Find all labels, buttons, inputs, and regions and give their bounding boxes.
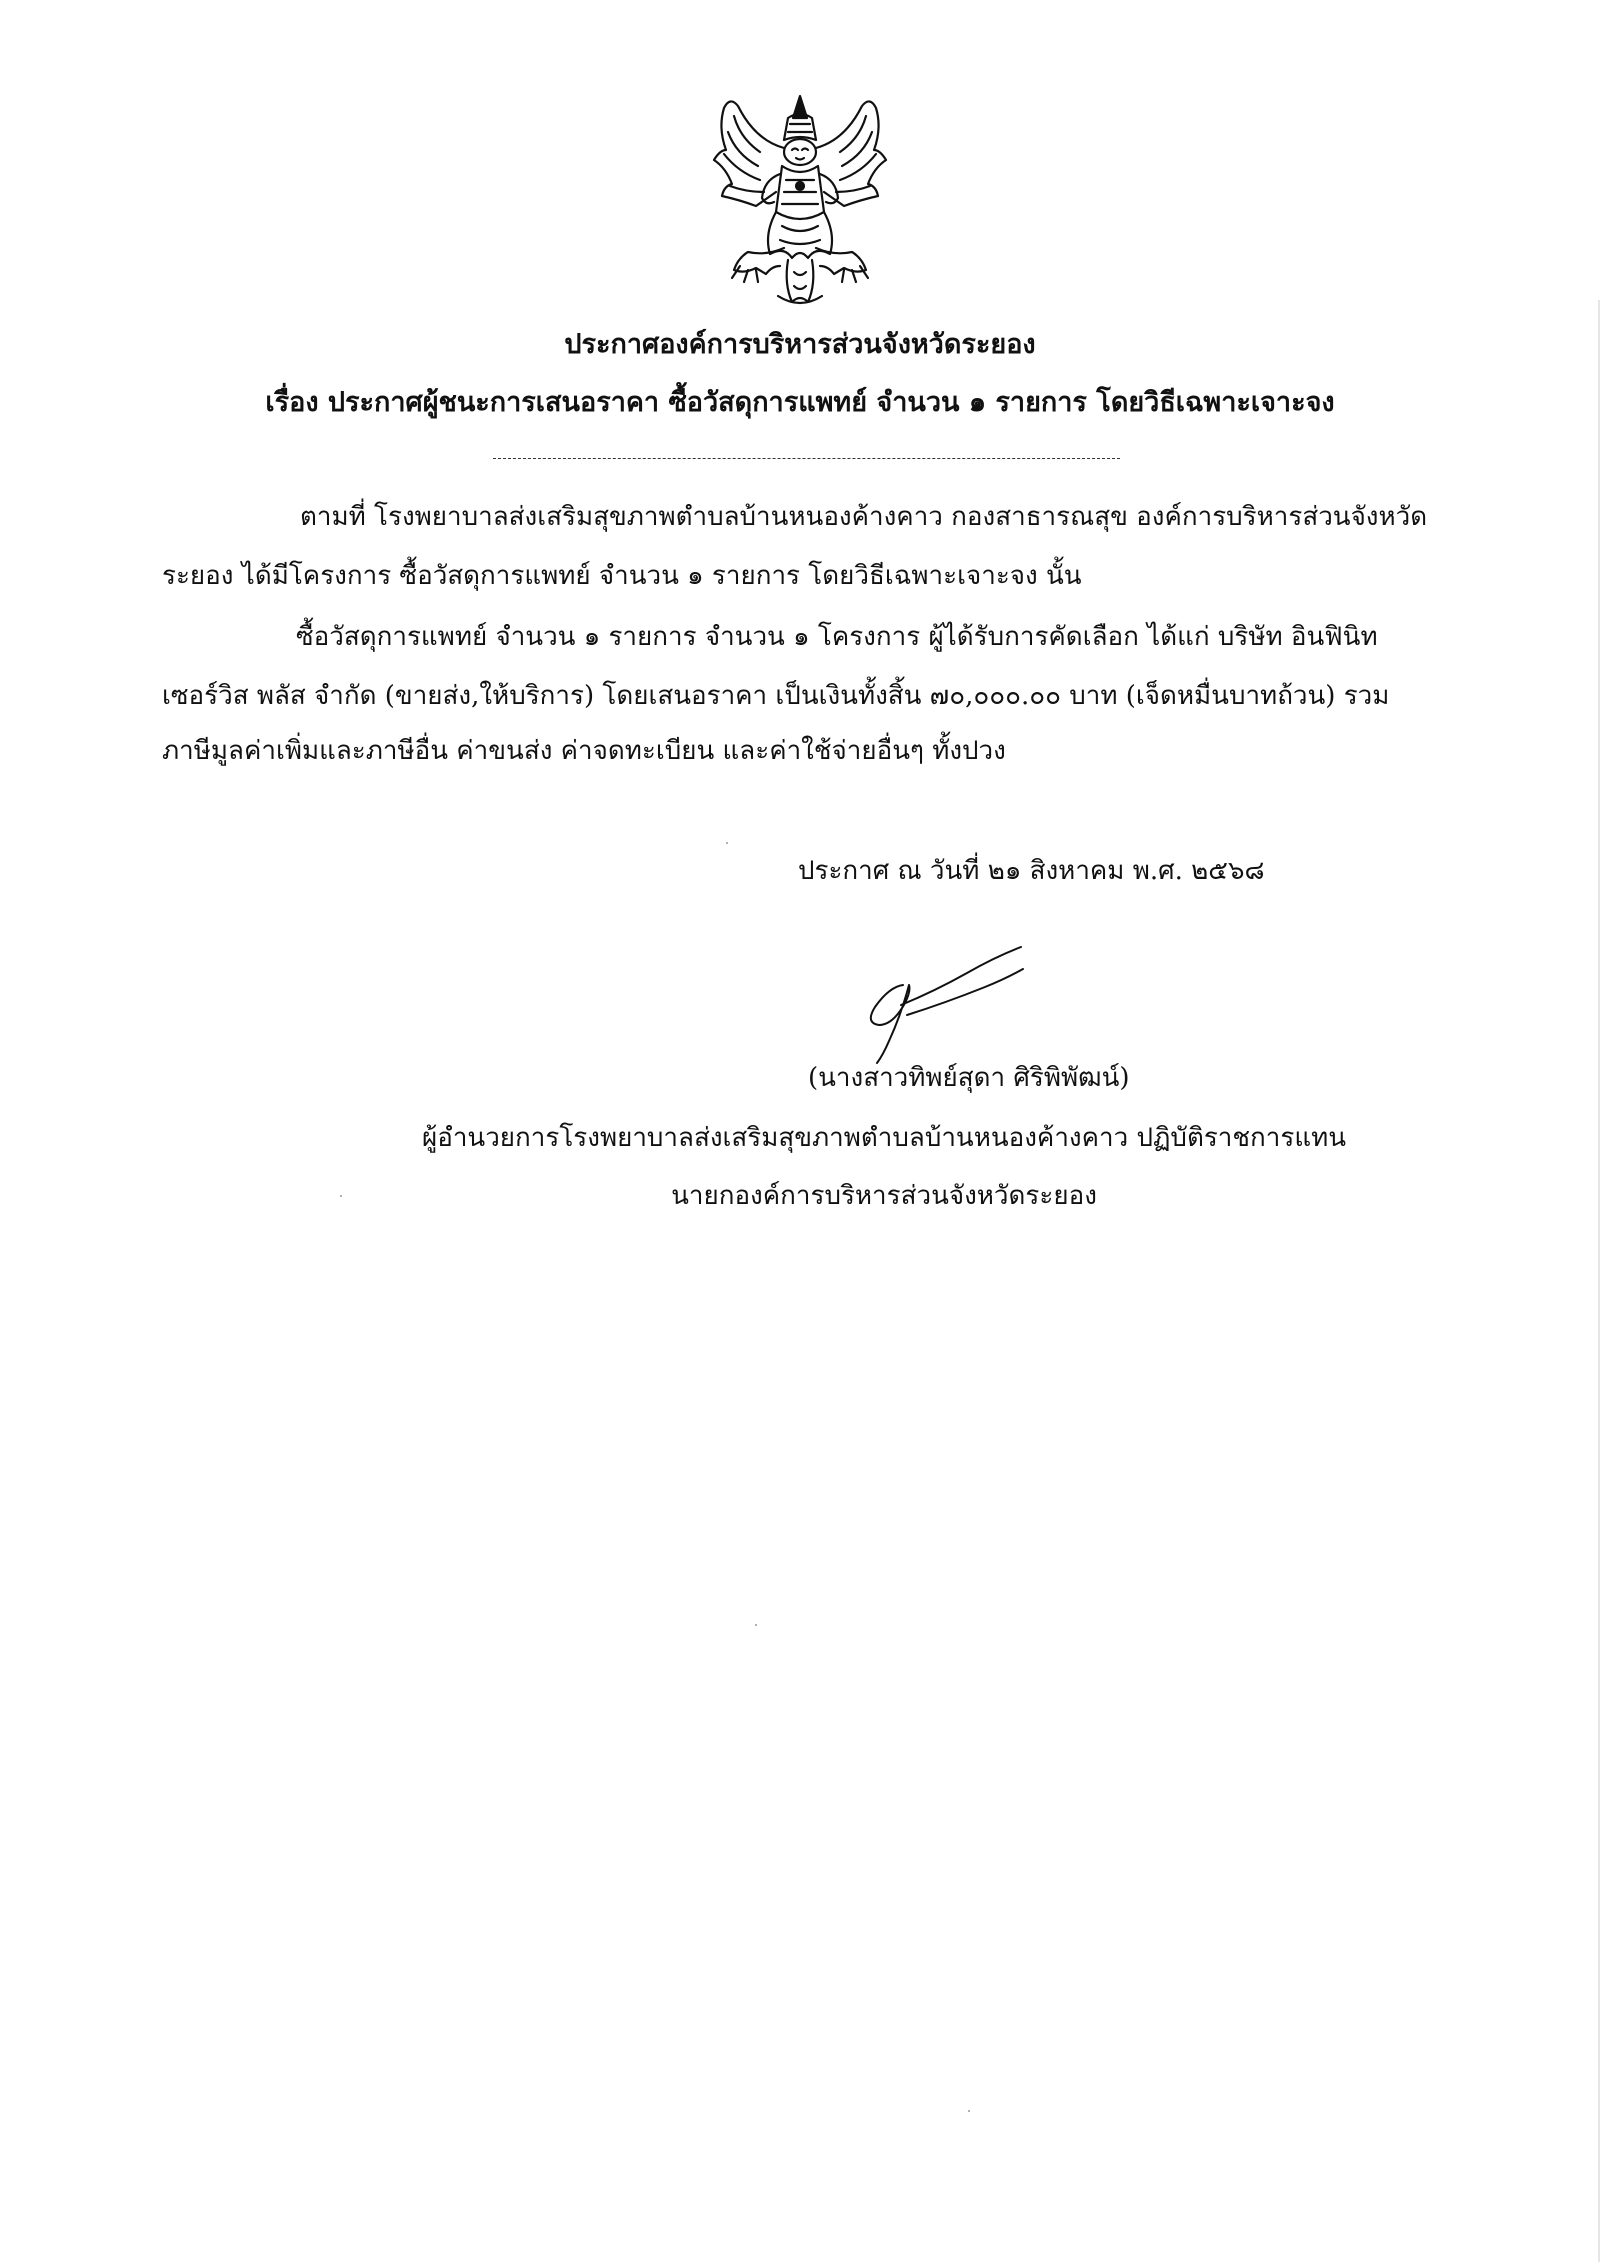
document-title: ประกาศองค์การบริหารส่วนจังหวัดระยอง [564, 329, 1036, 360]
dashed-divider [493, 458, 1120, 459]
signer-position: ผู้อำนวยการโรงพยาบาลส่งเสริมสุขภาพตำบลบ้านหนองค้างคาว ปฏิบัติราชการแทน [421, 1123, 1347, 1153]
scan-speck [968, 2110, 970, 2112]
paragraph-1-line-2: ระยอง ได้มีโครงการ ซื้อวัสดุการแพทย์ จำนวน ๑ รายการ โดยวิธีเฉพาะเจาะจง นั้น [162, 561, 1082, 591]
handwritten-signature-icon [845, 945, 1035, 1065]
scan-speck [755, 1624, 757, 1626]
paragraph-2-line-1: ซื้อวัสดุการแพทย์ จำนวน ๑ รายการ จำนวน ๑ โครงการ ผู้ได้รับการคัดเลือก ได้แก่ บริษัท อินฟินิท [296, 622, 1378, 652]
garuda-emblem-icon [700, 88, 900, 318]
document-subject: เรื่อง ประกาศผู้ชนะการเสนอราคา ซื้อวัสดุการแพทย์ จำนวน ๑ รายการ โดยวิธีเฉพาะเจาะจง [265, 387, 1335, 418]
announcement-date: ประกาศ ณ วันที่ ๒๑ สิงหาคม พ.ศ. ๒๕๖๘ [798, 856, 1265, 886]
paragraph-1-line-1: ตามที่ โรงพยาบาลส่งเสริมสุขภาพตำบลบ้านหนองค้างคาว กองสาธารณสุข องค์การบริหารส่วนจังหวัด [300, 502, 1428, 532]
paragraph-2-line-2: เซอร์วิส พลัส จำกัด (ขายส่ง,ให้บริการ) โดยเสนอราคา เป็นเงินทั้งสิ้น ๗๐,๐๐๐.๐๐ บาท (เจ็ดหมื่นบาทถ้วน) รวม [162, 681, 1390, 711]
paragraph-2-line-3: ภาษีมูลค่าเพิ่มและภาษีอื่น ค่าขนส่ง ค่าจดทะเบียน และค่าใช้จ่ายอื่นๆ ทั้งปวง [162, 736, 1006, 766]
signer-organization: นายกองค์การบริหารส่วนจังหวัดระยอง [671, 1181, 1097, 1211]
scan-speck [340, 1195, 342, 1197]
signer-name: (นางสาวทิพย์สุดา ศิริพิพัฒน์) [808, 1063, 1130, 1093]
scan-speck [726, 842, 728, 844]
